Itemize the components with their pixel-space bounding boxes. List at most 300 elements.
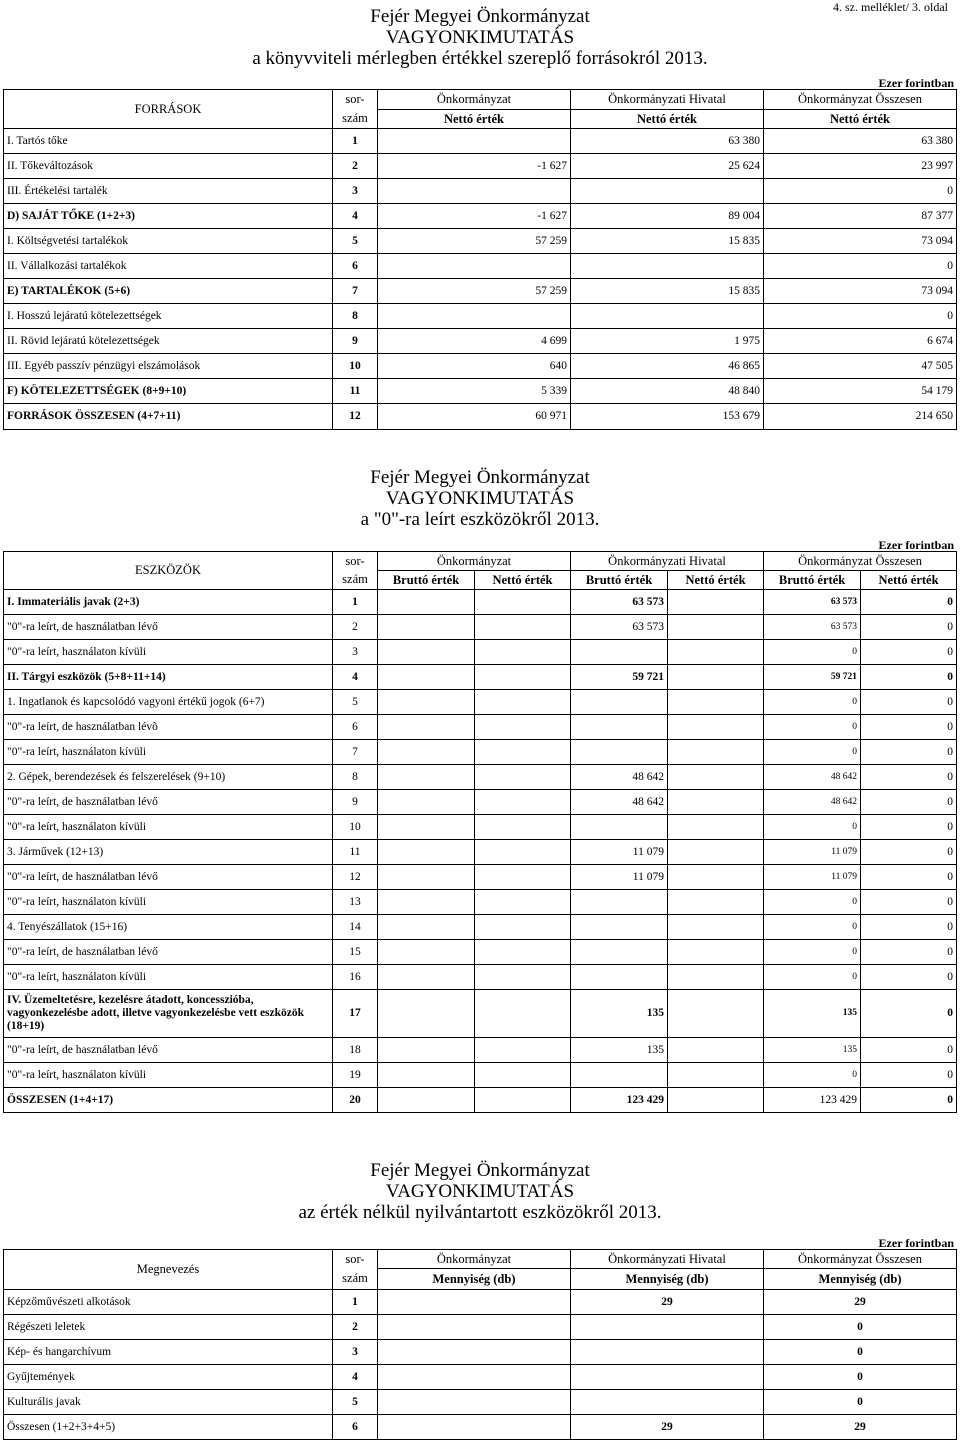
table-row	[4, 229, 957, 254]
brutto-hivatal	[571, 715, 668, 740]
row-number: 10	[333, 354, 378, 379]
netto-onkormanyzat	[475, 965, 571, 990]
qty-osszesen: 0	[764, 1390, 957, 1415]
qty-onkormanyzat	[378, 1365, 571, 1390]
row-label: I. Költségvetési tartalékok	[4, 229, 333, 254]
netto-onkormanyzat	[475, 865, 571, 890]
netto-hivatal	[668, 665, 764, 690]
netto-hivatal	[668, 615, 764, 640]
brutto-onkormanyzat	[378, 815, 475, 840]
value-onkormanyzat	[378, 129, 571, 154]
t2-header-brutto1: Bruttó érték	[378, 571, 475, 590]
brutto-osszesen: 48 642	[764, 765, 861, 790]
t3-title-block	[0, 1160, 960, 1223]
brutto-hivatal: 11 079	[571, 865, 668, 890]
netto-hivatal	[668, 1038, 764, 1063]
t1-header-g3: Önkormányzat Összesen	[764, 90, 957, 110]
row-number: 15	[333, 940, 378, 965]
t1-header-sub2: Nettó érték	[571, 110, 764, 129]
table-row	[4, 1038, 957, 1063]
table-row	[4, 329, 957, 354]
netto-osszesen: 0	[861, 640, 957, 665]
netto-hivatal	[668, 890, 764, 915]
netto-hivatal	[668, 940, 764, 965]
netto-hivatal	[668, 590, 764, 615]
row-number: 5	[333, 690, 378, 715]
netto-osszesen: 0	[861, 740, 957, 765]
brutto-onkormanyzat	[378, 1063, 475, 1088]
row-number: 19	[333, 1063, 378, 1088]
netto-onkormanyzat	[475, 765, 571, 790]
brutto-hivatal	[571, 940, 668, 965]
value-osszesen: 6 674	[764, 329, 957, 354]
netto-onkormanyzat	[475, 690, 571, 715]
row-number: 3	[333, 1340, 378, 1365]
row-number: 9	[333, 790, 378, 815]
qty-osszesen: 29	[764, 1415, 957, 1440]
brutto-onkormanyzat	[378, 765, 475, 790]
t1-title-line1: Fejér Megyei Önkormányzat	[370, 6, 590, 27]
value-onkormanyzat: 57 259	[378, 229, 571, 254]
netto-onkormanyzat	[475, 940, 571, 965]
value-onkormanyzat	[378, 304, 571, 329]
brutto-hivatal: 11 079	[571, 840, 668, 865]
table-row	[4, 1315, 957, 1340]
table-row	[4, 154, 957, 179]
netto-hivatal	[668, 640, 764, 665]
table-row	[4, 865, 957, 890]
row-label: II. Tárgyi eszközök (5+8+11+14)	[4, 665, 333, 690]
qty-onkormanyzat	[378, 1390, 571, 1415]
row-number: 6	[333, 254, 378, 279]
row-label: Képzőművészeti alkotások	[4, 1290, 333, 1315]
table-row	[4, 179, 957, 204]
netto-onkormanyzat	[475, 615, 571, 640]
brutto-onkormanyzat	[378, 840, 475, 865]
netto-onkormanyzat	[475, 790, 571, 815]
value-osszesen: 47 505	[764, 354, 957, 379]
row-number: 3	[333, 179, 378, 204]
row-number: 20	[333, 1088, 378, 1113]
qty-hivatal	[571, 1315, 764, 1340]
qty-hivatal: 29	[571, 1415, 764, 1440]
t2-header-brutto3: Bruttó érték	[764, 571, 861, 590]
qty-onkormanyzat	[378, 1290, 571, 1315]
brutto-onkormanyzat	[378, 740, 475, 765]
brutto-onkormanyzat	[378, 665, 475, 690]
row-label: Kép- és hangarchívum	[4, 1340, 333, 1365]
brutto-onkormanyzat	[378, 640, 475, 665]
row-label: ÖSSZESEN (1+4+17)	[4, 1088, 333, 1113]
brutto-onkormanyzat	[378, 1038, 475, 1063]
row-label: I. Tartós tőke	[4, 129, 333, 154]
row-number: 4	[333, 1365, 378, 1390]
t3-header-name: Megnevezés	[4, 1250, 333, 1290]
netto-osszesen: 0	[861, 715, 957, 740]
qty-onkormanyzat	[378, 1340, 571, 1365]
value-onkormanyzat: -1 627	[378, 154, 571, 179]
row-label: 2. Gépek, berendezések és felszerelések (9+10)	[4, 765, 333, 790]
table-row	[4, 815, 957, 840]
netto-onkormanyzat	[475, 590, 571, 615]
table-row	[4, 890, 957, 915]
netto-osszesen: 0	[861, 815, 957, 840]
qty-osszesen: 0	[764, 1340, 957, 1365]
brutto-osszesen: 0	[764, 690, 861, 715]
row-label: IV. Üzemeltetésre, kezelésre átadott, koncesszióba, vagyonkezelésbe adott, illetve vagyonkezelésbe vett eszközök (18+19)	[4, 990, 333, 1038]
value-osszesen: 54 179	[764, 379, 957, 404]
row-label: "0"-ra leírt, használaton kívüli	[4, 640, 333, 665]
brutto-hivatal	[571, 890, 668, 915]
netto-hivatal	[668, 1088, 764, 1113]
brutto-hivatal: 135	[571, 1038, 668, 1063]
qty-hivatal: 29	[571, 1290, 764, 1315]
brutto-hivatal: 48 642	[571, 765, 668, 790]
brutto-onkormanyzat	[378, 940, 475, 965]
netto-osszesen: 0	[861, 790, 957, 815]
brutto-hivatal	[571, 690, 668, 715]
row-number: 17	[333, 990, 378, 1038]
row-label: "0"-ra leírt, de használatban lévő	[4, 865, 333, 890]
value-hivatal: 1 975	[571, 329, 764, 354]
brutto-osszesen: 11 079	[764, 865, 861, 890]
t2-title-line3: a "0"-ra leírt eszközökről 2013.	[360, 509, 600, 530]
netto-hivatal	[668, 790, 764, 815]
t3-header-sub1: Mennyiség (db)	[378, 1269, 571, 1290]
value-hivatal: 48 840	[571, 379, 764, 404]
table-row	[4, 665, 957, 690]
table-row	[4, 1390, 957, 1415]
value-hivatal	[571, 254, 764, 279]
row-number: 13	[333, 890, 378, 915]
value-onkormanyzat	[378, 179, 571, 204]
brutto-osszesen: 0	[764, 940, 861, 965]
brutto-onkormanyzat	[378, 590, 475, 615]
row-label: II. Vállalkozási tartalékok	[4, 254, 333, 279]
page-reference: 4. sz. melléklet/ 3. oldal	[833, 0, 948, 14]
table-row	[4, 965, 957, 990]
row-label: "0"-ra leírt, de használatban lévő	[4, 615, 333, 640]
t2-header-brutto2: Bruttó érték	[571, 571, 668, 590]
t3-title-line3: az érték nélkül nyilvántartott eszközökről 2013.	[298, 1202, 662, 1223]
table-row	[4, 765, 957, 790]
netto-osszesen: 0	[861, 665, 957, 690]
row-label: 4. Tenyészállatok (15+16)	[4, 915, 333, 940]
row-number: 6	[333, 1415, 378, 1440]
row-number: 12	[333, 404, 378, 430]
brutto-onkormanyzat	[378, 915, 475, 940]
netto-onkormanyzat	[475, 915, 571, 940]
t3-no-value-assets-table	[3, 1249, 957, 1440]
value-osszesen: 0	[764, 179, 957, 204]
netto-hivatal	[668, 915, 764, 940]
t3-title-line2: VAGYONKIMUTATÁS	[385, 1181, 575, 1202]
brutto-onkormanyzat	[378, 990, 475, 1038]
row-label: Régészeti leletek	[4, 1315, 333, 1340]
qty-hivatal	[571, 1365, 764, 1390]
netto-osszesen: 0	[861, 890, 957, 915]
value-osszesen: 87 377	[764, 204, 957, 229]
table-row	[4, 1415, 957, 1440]
t2-header-name: ESZKÖZÖK	[4, 552, 333, 590]
brutto-onkormanyzat	[378, 1088, 475, 1113]
t2-header-g1: Önkormányzat	[378, 552, 571, 571]
t1-header-sub1: Nettó érték	[378, 110, 571, 129]
row-number: 14	[333, 915, 378, 940]
table-row	[4, 790, 957, 815]
table-row	[4, 990, 957, 1038]
brutto-hivatal	[571, 815, 668, 840]
row-label: 3. Járművek (12+13)	[4, 840, 333, 865]
row-number: 2	[333, 154, 378, 179]
brutto-osszesen: 0	[764, 740, 861, 765]
table-row	[4, 690, 957, 715]
value-osszesen: 63 380	[764, 129, 957, 154]
netto-osszesen: 0	[861, 615, 957, 640]
qty-hivatal	[571, 1340, 764, 1365]
brutto-hivatal	[571, 640, 668, 665]
qty-osszesen: 29	[764, 1290, 957, 1315]
table-row	[4, 279, 957, 304]
table-row	[4, 915, 957, 940]
t1-title-line3: a könyvviteli mérlegben értékkel szereplő forrásokról 2013.	[252, 48, 708, 69]
brutto-onkormanyzat	[378, 715, 475, 740]
t1-header-sor1: sor-	[333, 90, 378, 110]
table-row	[4, 640, 957, 665]
value-hivatal: 46 865	[571, 354, 764, 379]
t2-header-g2: Önkormányzati Hivatal	[571, 552, 764, 571]
row-number: 8	[333, 765, 378, 790]
table-row	[4, 840, 957, 865]
row-label: 1. Ingatlanok és kapcsolódó vagyoni értékű jogok (6+7)	[4, 690, 333, 715]
value-hivatal: 153 679	[571, 404, 764, 430]
brutto-osszesen: 135	[764, 990, 861, 1038]
netto-osszesen: 0	[861, 915, 957, 940]
qty-onkormanyzat	[378, 1315, 571, 1340]
brutto-osszesen: 11 079	[764, 840, 861, 865]
row-label: E) TARTALÉKOK (5+6)	[4, 279, 333, 304]
netto-hivatal	[668, 765, 764, 790]
value-onkormanyzat: 57 259	[378, 279, 571, 304]
brutto-onkormanyzat	[378, 790, 475, 815]
t3-header-sor2: szám	[333, 1269, 378, 1290]
table-row	[4, 204, 957, 229]
brutto-osszesen: 59 721	[764, 665, 861, 690]
t1-header-name: FORRÁSOK	[4, 90, 333, 129]
row-number: 5	[333, 229, 378, 254]
row-label: "0"-ra leírt, használaton kívüli	[4, 1063, 333, 1088]
value-onkormanyzat: 5 339	[378, 379, 571, 404]
row-number: 4	[333, 665, 378, 690]
netto-osszesen: 0	[861, 690, 957, 715]
brutto-onkormanyzat	[378, 965, 475, 990]
row-number: 3	[333, 640, 378, 665]
row-label: Összesen (1+2+3+4+5)	[4, 1415, 333, 1440]
t2-header-netto1: Nettó érték	[475, 571, 571, 590]
t1-header-g1: Önkormányzat	[378, 90, 571, 110]
row-number: 12	[333, 865, 378, 890]
table-row	[4, 1365, 957, 1390]
row-label: D) SAJÁT TŐKE (1+2+3)	[4, 204, 333, 229]
row-label: II. Rövid lejáratú kötelezettségek	[4, 329, 333, 354]
table-row	[4, 715, 957, 740]
row-label: "0"-ra leírt, de használatban lévő	[4, 1038, 333, 1063]
netto-osszesen: 0	[861, 965, 957, 990]
brutto-osszesen: 48 642	[764, 790, 861, 815]
table-row	[4, 590, 957, 615]
netto-onkormanyzat	[475, 640, 571, 665]
row-number: 1	[333, 1290, 378, 1315]
netto-onkormanyzat	[475, 840, 571, 865]
row-number: 1	[333, 590, 378, 615]
brutto-hivatal: 59 721	[571, 665, 668, 690]
value-hivatal: 25 624	[571, 154, 764, 179]
value-onkormanyzat: 4 699	[378, 329, 571, 354]
brutto-hivatal	[571, 965, 668, 990]
brutto-hivatal	[571, 1063, 668, 1088]
netto-onkormanyzat	[475, 990, 571, 1038]
qty-hivatal	[571, 1390, 764, 1415]
row-number: 10	[333, 815, 378, 840]
brutto-onkormanyzat	[378, 865, 475, 890]
netto-onkormanyzat	[475, 890, 571, 915]
value-hivatal: 63 380	[571, 129, 764, 154]
t2-header-netto2: Nettó érték	[668, 571, 764, 590]
netto-osszesen: 0	[861, 1038, 957, 1063]
table-row	[4, 404, 957, 430]
netto-hivatal	[668, 715, 764, 740]
t3-header-sub3: Mennyiség (db)	[764, 1269, 957, 1290]
value-onkormanyzat	[378, 254, 571, 279]
row-number: 18	[333, 1038, 378, 1063]
t1-header-sor2: szám	[333, 110, 378, 129]
brutto-osszesen: 0	[764, 640, 861, 665]
netto-onkormanyzat	[475, 665, 571, 690]
row-label: FORRÁSOK ÖSSZESEN (4+7+11)	[4, 404, 333, 430]
row-number: 4	[333, 204, 378, 229]
netto-hivatal	[668, 990, 764, 1038]
t3-header-sub2: Mennyiség (db)	[571, 1269, 764, 1290]
table-row	[4, 1340, 957, 1365]
row-number: 11	[333, 379, 378, 404]
netto-onkormanyzat	[475, 1038, 571, 1063]
t1-sources-table	[3, 89, 957, 430]
row-number: 1	[333, 129, 378, 154]
qty-onkormanyzat	[378, 1415, 571, 1440]
table-row	[4, 615, 957, 640]
t2-header-sor2: szám	[333, 571, 378, 590]
value-hivatal: 89 004	[571, 204, 764, 229]
netto-osszesen: 0	[861, 840, 957, 865]
netto-osszesen: 0	[861, 590, 957, 615]
row-number: 7	[333, 279, 378, 304]
netto-osszesen: 0	[861, 865, 957, 890]
value-onkormanyzat: -1 627	[378, 204, 571, 229]
brutto-hivatal: 48 642	[571, 790, 668, 815]
value-hivatal	[571, 304, 764, 329]
brutto-onkormanyzat	[378, 615, 475, 640]
table-row	[4, 304, 957, 329]
t3-unit: Ezer forintban	[878, 1236, 954, 1250]
row-label: Gyűjtemények	[4, 1365, 333, 1390]
t2-title-line2: VAGYONKIMUTATÁS	[385, 488, 575, 509]
netto-onkormanyzat	[475, 715, 571, 740]
brutto-osszesen: 123 429	[764, 1088, 861, 1113]
table-row	[4, 1290, 957, 1315]
netto-hivatal	[668, 815, 764, 840]
t2-title-line1: Fejér Megyei Önkormányzat	[370, 467, 590, 488]
brutto-onkormanyzat	[378, 890, 475, 915]
netto-osszesen: 0	[861, 990, 957, 1038]
table-row	[4, 1088, 957, 1113]
value-onkormanyzat: 640	[378, 354, 571, 379]
row-number: 2	[333, 615, 378, 640]
t1-header-g2: Önkormányzati Hivatal	[571, 90, 764, 110]
netto-onkormanyzat	[475, 815, 571, 840]
brutto-osszesen: 0	[764, 715, 861, 740]
netto-hivatal	[668, 1063, 764, 1088]
netto-onkormanyzat	[475, 1063, 571, 1088]
qty-osszesen: 0	[764, 1315, 957, 1340]
brutto-hivatal	[571, 915, 668, 940]
value-osszesen: 23 997	[764, 154, 957, 179]
value-osszesen: 73 094	[764, 279, 957, 304]
netto-onkormanyzat	[475, 740, 571, 765]
row-label: "0"-ra leírt, de használatban lévõ	[4, 715, 333, 740]
netto-hivatal	[668, 840, 764, 865]
row-label: II. Tőkeváltozások	[4, 154, 333, 179]
value-osszesen: 73 094	[764, 229, 957, 254]
netto-osszesen: 0	[861, 765, 957, 790]
netto-onkormanyzat	[475, 1088, 571, 1113]
table-row	[4, 254, 957, 279]
brutto-osszesen: 63 573	[764, 590, 861, 615]
row-label: "0"-ra leírt, használaton kívüli	[4, 815, 333, 840]
netto-hivatal	[668, 865, 764, 890]
row-number: 16	[333, 965, 378, 990]
t3-header-g2: Önkormányzati Hivatal	[571, 1250, 764, 1269]
netto-hivatal	[668, 965, 764, 990]
row-label: "0"-ra leírt, használaton kívüli	[4, 740, 333, 765]
row-label: "0"-ra leírt, de használatban lévő	[4, 940, 333, 965]
t1-header-sub3: Nettó érték	[764, 110, 957, 129]
value-onkormanyzat: 60 971	[378, 404, 571, 430]
value-hivatal	[571, 179, 764, 204]
table-row	[4, 379, 957, 404]
row-number: 8	[333, 304, 378, 329]
t3-header-g1: Önkormányzat	[378, 1250, 571, 1269]
t2-unit: Ezer forintban	[878, 538, 954, 552]
t3-header-sor1: sor-	[333, 1250, 378, 1269]
t2-title-block	[0, 467, 960, 530]
value-osszesen: 214 650	[764, 404, 957, 430]
row-label: III. Egyéb passzív pénzügyi elszámolások	[4, 354, 333, 379]
row-label: "0"-ra leírt, használaton kívüli	[4, 890, 333, 915]
value-hivatal: 15 835	[571, 279, 764, 304]
value-osszesen: 0	[764, 304, 957, 329]
row-number: 9	[333, 329, 378, 354]
row-number: 11	[333, 840, 378, 865]
netto-hivatal	[668, 740, 764, 765]
qty-osszesen: 0	[764, 1365, 957, 1390]
brutto-osszesen: 0	[764, 815, 861, 840]
netto-hivatal	[668, 690, 764, 715]
row-label: "0"-ra leírt, de használatban lévő	[4, 790, 333, 815]
brutto-hivatal: 63 573	[571, 615, 668, 640]
t2-header-sor1: sor-	[333, 552, 378, 571]
brutto-osszesen: 63 573	[764, 615, 861, 640]
row-number: 7	[333, 740, 378, 765]
